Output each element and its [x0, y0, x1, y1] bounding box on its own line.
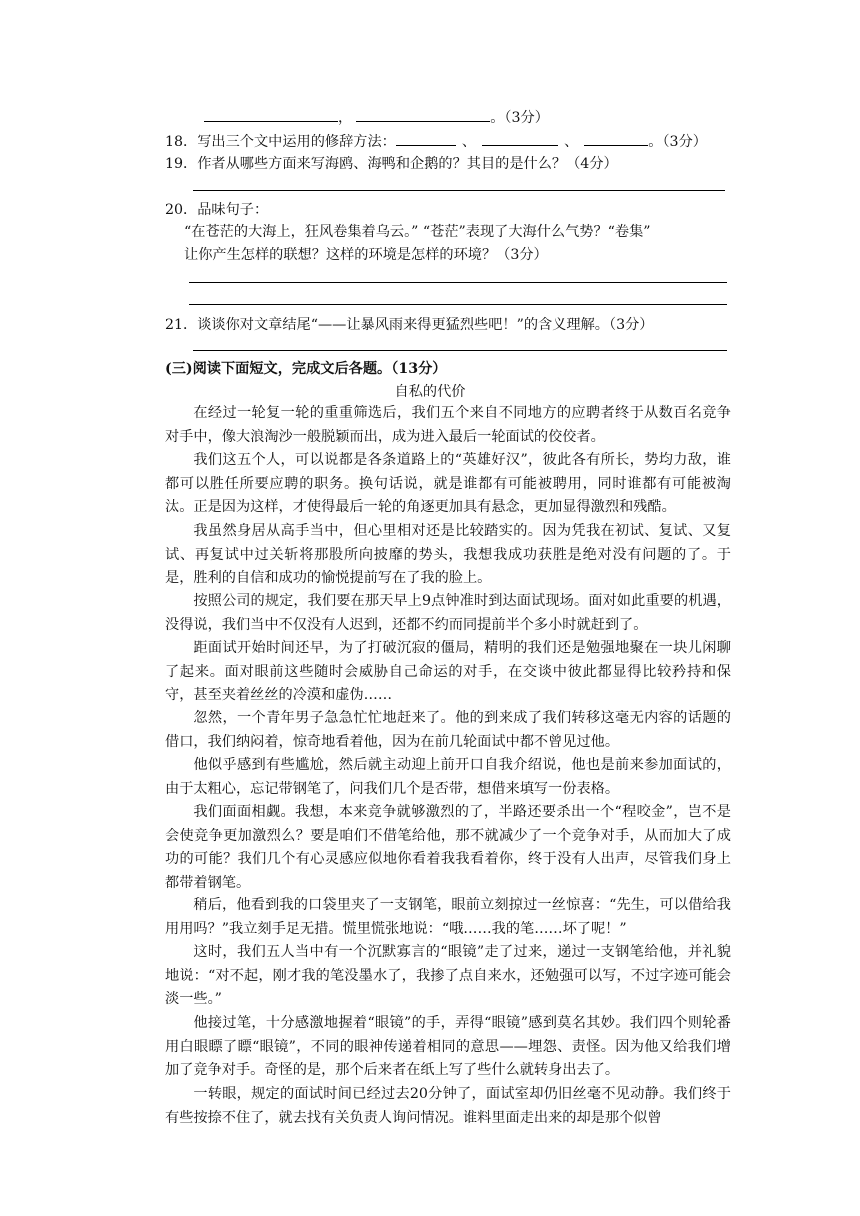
paragraph: 我虽然身居从高手当中，但心里相对还是比较踏实的。因为凭我在初试、复试、又复试、再复试中过关斩将那股所向披靡的势头，我想我成功获胜是绝对没有问题的了。于是，胜利的自信和成功的愉悦提前写在了我的脸上。 — [165, 523, 731, 587]
question-21: 21．谈谈你对文章结尾“——让暴风雨来得更猛烈些吧！”的含义理解。（3分） — [165, 317, 654, 333]
paragraph: 我们面面相觑。我想，本来竞争就够激烈的了，半路还要杀出一个“程咬金”，岂不是会使竞争更加激烈么？要是咱们不借笔给他，那不就减少了一个竞争对手，从而加大了成功的可能？我们几个有心灵感应似地你看着我我看着你，终于没有人出声，尽管我们身上都带着钢笔。 — [165, 804, 731, 891]
paragraph: 在经过一轮复一轮的重重筛选后，我们五个来自不同地方的应聘者终于从数百名竞争对手中，像大浪淘沙一般脱颖而出，成为进入最后一轮面试的佼佼者。 — [165, 405, 731, 445]
paragraph: 他似乎感到有些尴尬，然后就主动迎上前开口自我介绍说，他也是前来参加面试的，由于太粗心，忘记带钢笔了，问我们几个是否带，想借来填写一份表格。 — [165, 757, 731, 797]
answer-blank[interactable] — [482, 132, 558, 146]
answer-line[interactable] — [193, 190, 725, 191]
question-18 — [165, 131, 707, 151]
answer-line[interactable] — [189, 304, 727, 305]
score-note: 。（3分） — [648, 134, 707, 150]
story-title: 自私的代价 — [394, 384, 466, 400]
separator: 、 — [461, 134, 477, 150]
question-19: 19．作者从哪些方面来写海鸥、海鸭和企鹅的？其目的是什么？（4分） — [165, 156, 618, 172]
score-note: 。（3分） — [490, 110, 549, 126]
answer-blank[interactable] — [396, 132, 456, 146]
paragraph: 他接过笔，十分感激地握着“眼镜”的手，弄得“眼镜”感到莫名其妙。我们四个则轮番用白眼瞟了瞟“眼镜”，不同的眼神传递着相同的意思——埋怨、责怪。因为他又给我们增加了竞争对手。奇怪的是，那个后来者在纸上写了些什么就转身出去了。 — [165, 1015, 731, 1079]
paragraph: 这时，我们五人当中有一个沉默寡言的“眼镜”走了过来，递过一支钢笔给他，并礼貌地说：“对不起，刚才我的笔没墨水了，我掺了点自来水，还勉强可以写，不过字迹可能会淡一些。” — [165, 944, 731, 1008]
paragraph: 距面试开始时间还早，为了打破沉寂的僵局，精明的我们还是勉强地聚在一块儿闲聊了起来。面对眼前这些随时会威胁自己命运的对手，在交谈中彼此都显得比较矜持和保守，甚至夹着丝丝的冷漠和虚伪…… — [165, 640, 731, 704]
answer-blank[interactable] — [584, 132, 648, 146]
question-20-title: 20．品味句子： — [165, 202, 269, 218]
comma: ， — [338, 110, 353, 126]
answer-blank[interactable] — [356, 108, 490, 122]
answer-blank[interactable] — [204, 108, 338, 122]
paragraph: 我们这五个人，可以说都是各条道路上的“英雄好汉”，彼此各有所长，势均力敌，谁都可以胜任所要应聘的职务。换句话说，就是谁都有可能被聘用，同时谁都有可能被淘汰。正是因为这样，才使得最后一轮的角逐更加具有悬念，更加显得激烈和残酷。 — [165, 452, 731, 516]
question-20-prompt: 让你产生怎样的联想？这样的环境是怎样的环境？（3分） — [184, 247, 548, 263]
answer-line[interactable] — [189, 282, 727, 283]
answer-line[interactable] — [193, 350, 727, 351]
question-20-quote: “在苍茫的大海上，狂风卷集着乌云。” “苍茫”表现了大海什么气势？“卷集” — [184, 224, 651, 240]
question-text: 18．写出三个文中运用的修辞方法： — [165, 134, 396, 150]
paragraph: 按照公司的规定，我们要在那天早上9点钟准时到达面试现场。面对如此重要的机遇，没得说，我们当中不仅没有人迟到，还都不约而同提前半个多小时就赶到了。 — [165, 593, 731, 633]
paragraph: 一转眼，规定的面试时间已经过去20分钟了，面试室却仍旧丝毫不见动静。我们终于有些按捺不住了，就去找有关负责人询问情况。谁料里面走出来的却是那个似曾 — [165, 1086, 731, 1126]
answer-blank-row — [204, 107, 549, 127]
paragraph: 忽然，一个青年男子急急忙忙地赶来了。他的到来成了我们转移这毫无内容的话题的借口，我们纳闷着，惊奇地看着他，因为在前几轮面试中都不曾见过他。 — [165, 710, 731, 750]
paragraph: 稍后，他看到我的口袋里夹了一支钢笔，眼前立刻掠过一丝惊喜：“先生，可以借给我用用吗？”我立刻手足无措。慌里慌张地说：“哦……我的笔……坏了呢！” — [165, 897, 731, 937]
separator: 、 — [564, 134, 579, 150]
section-heading: (三)阅读下面短文，完成文后各题。（13分） — [165, 361, 447, 377]
